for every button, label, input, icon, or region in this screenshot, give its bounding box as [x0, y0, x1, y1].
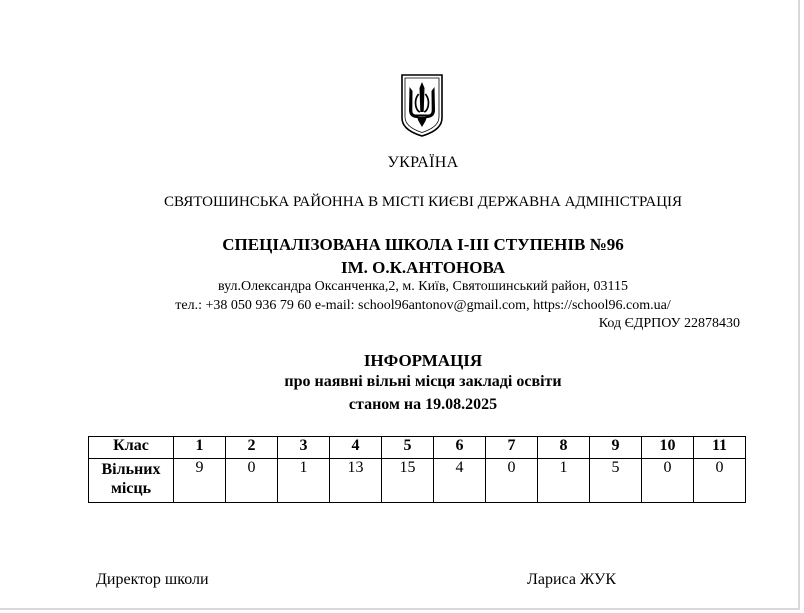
school-contacts: [0, 298, 804, 314]
class-cell: 5: [382, 437, 434, 459]
free-places-cell: 0: [226, 459, 278, 503]
free-places-cell: 0: [486, 459, 538, 503]
class-cell: 7: [486, 437, 538, 459]
phone-number: тел.: +38 050 936 79 60: [175, 298, 312, 313]
contacts-separator: ,: [526, 298, 534, 313]
school-address: вул.Олександра Оксанченка,2, м. Київ, Святошинський район, 03115: [217, 279, 629, 294]
director-name: Лариса ЖУК: [527, 571, 617, 588]
director-position: Директор школи: [96, 571, 209, 588]
class-cell: 10: [642, 437, 694, 459]
edrpou-code: Код ЄДРПОУ 22878430: [598, 316, 740, 331]
email-link[interactable]: school96antonov@gmail.com: [358, 298, 527, 313]
free-places-cell: 1: [538, 459, 590, 503]
free-places-cell: 13: [330, 459, 382, 503]
info-date: станом на 19.08.2025: [348, 396, 498, 413]
free-places-cell: 1: [278, 459, 330, 503]
class-cell: 6: [434, 437, 486, 459]
class-cell: 11: [694, 437, 746, 459]
country-heading: УКРАЇНА: [387, 154, 459, 171]
info-subtitle: про наявні вільні місця закладі освіти: [284, 373, 562, 390]
free-places-cell: 4: [434, 459, 486, 503]
school-name-line2: ІМ. О.К.АНТОНОВА: [340, 258, 506, 277]
class-cell: 3: [278, 437, 330, 459]
school-name-line1: СПЕЦІАЛІЗОВАНА ШКОЛА І-ІІІ СТУПЕНІВ №96: [222, 235, 624, 254]
free-places-cell: 0: [642, 459, 694, 503]
class-cell: 2: [226, 437, 278, 459]
table-header-row: [89, 437, 746, 459]
trident-coat-of-arms-icon: [399, 72, 445, 138]
free-places-cell: 0: [694, 459, 746, 503]
free-places-header-cell: [89, 459, 174, 503]
free-places-cell: 5: [590, 459, 642, 503]
class-cell: 8: [538, 437, 590, 459]
free-places-cell: 9: [174, 459, 226, 503]
free-places-label-line1: Вільних: [101, 461, 161, 478]
free-places-table: [88, 436, 746, 503]
administration-heading: СВЯТОШИНСЬКА РАЙОННА В МІСТІ КИЄВІ ДЕРЖАВНА АДМІНІСТРАЦІЯ: [163, 194, 683, 210]
info-title: ІНФОРМАЦІЯ: [363, 351, 483, 370]
class-header-cell: Клас: [89, 437, 174, 459]
email-label: e-mail:: [314, 298, 355, 313]
class-cell: 4: [330, 437, 382, 459]
table-values-row: [89, 459, 746, 503]
website-link[interactable]: https://school96.com.ua/: [533, 298, 671, 313]
free-places-label-line2: місць: [110, 480, 152, 497]
class-cell: 1: [174, 437, 226, 459]
class-cell: 9: [590, 437, 642, 459]
free-places-cell: 15: [382, 459, 434, 503]
